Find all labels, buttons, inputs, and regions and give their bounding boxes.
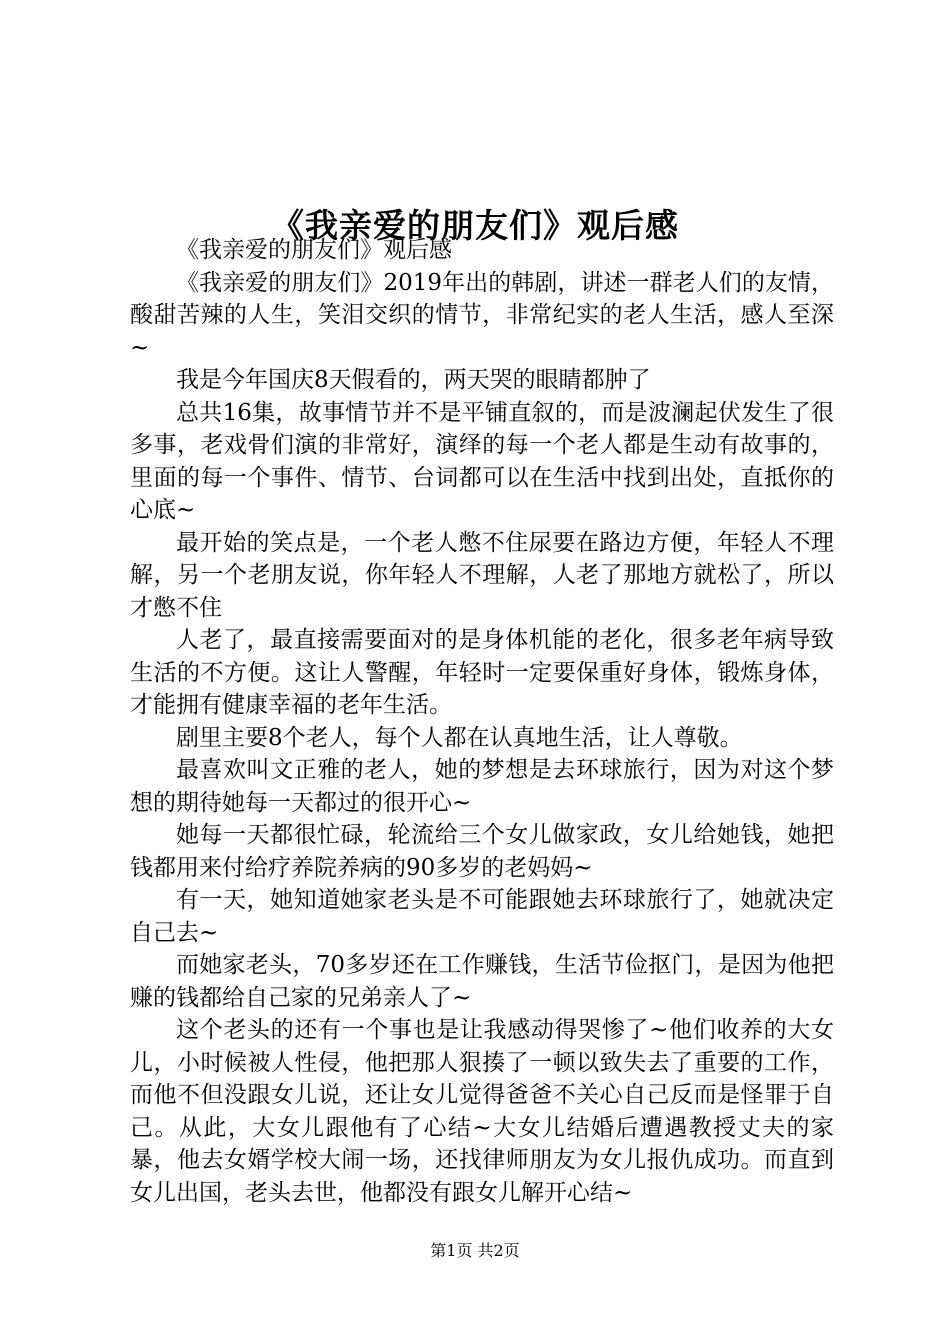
paragraph: 最喜欢叫文正雅的老人，她的梦想是去环球旅行，因为对这个梦想的期待她每一天都过的很开心~ [130, 757, 834, 816]
paragraph: 剧里主要8个老人，每个人都在认真地生活，让人尊敬。 [176, 724, 743, 751]
document-title: 《我亲爱的朋友们》观后感 [271, 206, 679, 246]
paragraph: 总共16集，故事情节并不是平铺直叙的，而是波澜起伏发生了很多事，老戏骨们演的非常好，演绎的每一个老人都是生动有故事的，里面的每一个事件、情节、台词都可以在生活中找到出处，直抵你的心底~ [130, 399, 834, 523]
paragraph: 她每一天都很忙碌，轮流给三个女儿做家政，女儿给她钱，她把钱都用来付给疗养院养病的90多岁的老妈妈~ [130, 822, 834, 881]
paragraph: 我是今年国庆8天假看的，两天哭的眼睛都肿了 [176, 367, 651, 393]
paragraph: 《我亲爱的朋友们》观后感 [176, 237, 452, 263]
paragraph: 人老了，最直接需要面对的是身体机能的老化，很多老年病导致生活的不方便。这让人警醒，年轻时一定要保重好身体，锻炼身体，才能拥有健康幸福的老年生活。 [130, 627, 834, 718]
paragraph: 《我亲爱的朋友们》2019年出的韩剧，讲述一群老人们的友情，酸甜苦辣的人生，笑泪交织的情节，非常纪实的老人生活，感人至深~ [130, 269, 834, 361]
page-footer: 第1页 共2页 [430, 1241, 520, 1260]
document-body [130, 234, 834, 1209]
paragraph: 而她家老头，70多岁还在工作赚钱，生活节俭抠门，是因为他把赚的钱都给自己家的兄弟亲人了~ [130, 952, 834, 1011]
paragraph: 有一天，她知道她家老头是不可能跟她去环球旅行了，她就决定自己去~ [130, 887, 834, 946]
paragraph: 最开始的笑点是，一个老人憋不住尿要在路边方便，年轻人不理解，另一个老朋友说，你年轻人不理解，人老了那地方就松了，所以才憋不住 [130, 529, 834, 621]
paragraph: 这个老头的还有一个事也是让我感动得哭惨了~他们收养的大女儿，小时候被人性侵，他把那人狠揍了一顿以致失去了重要的工作，而他不但没跟女儿说，还让女儿觉得爸爸不关心自己反而是怪罪于自己。从此，大女儿跟他有了心结~大女儿结婚后遭遇教授丈夫的家暴，他去女婿学校大闹一场，还找律师朋友为女儿报仇成功。而直到女儿出国，老头去世，他都没有跟女儿解开心结~ [130, 1017, 834, 1206]
